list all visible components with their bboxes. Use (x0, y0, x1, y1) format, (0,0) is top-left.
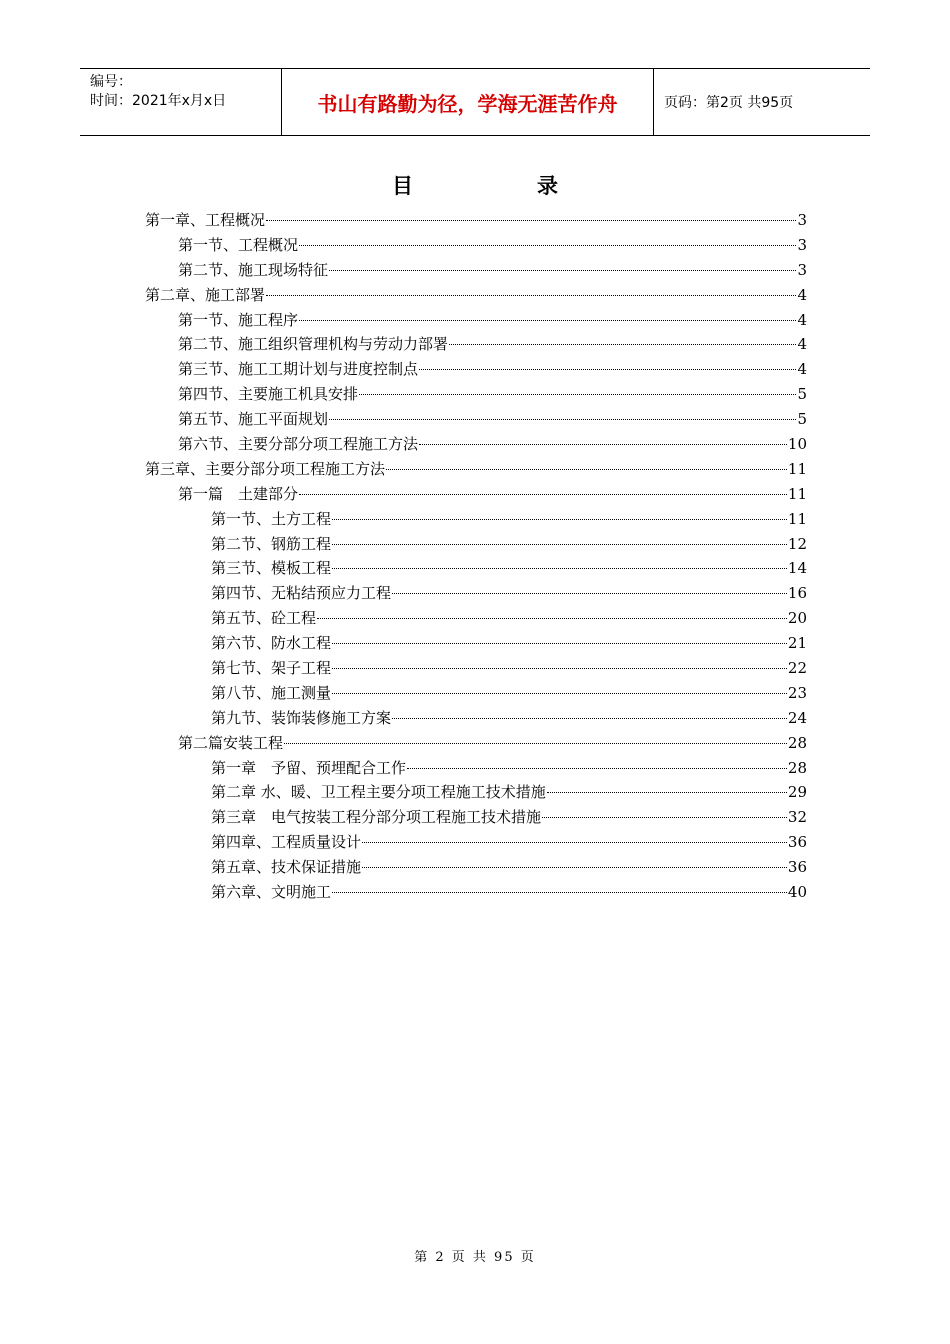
toc-entry-title: 第四章、工程质量设计 (211, 833, 362, 852)
toc-entry[interactable] (145, 706, 807, 731)
toc-leader-dots (329, 419, 796, 420)
toc-entry[interactable] (145, 308, 807, 333)
toc-leader-dots (419, 369, 796, 370)
toc-entry[interactable] (145, 880, 807, 905)
toc-leader-dots (547, 792, 787, 793)
toc-entry-page: 4 (797, 360, 807, 379)
page-header (80, 68, 870, 136)
toc-entry[interactable] (145, 258, 807, 283)
toc-leader-dots (299, 320, 796, 321)
toc-entry-title: 第二章、施工部署 (145, 285, 266, 304)
toc-entry-title: 第五章、技术保证措施 (211, 858, 362, 877)
toc-entry[interactable] (145, 631, 807, 656)
toc-leader-dots (284, 743, 787, 744)
toc-leader-dots (359, 394, 796, 395)
toc-entry-title: 第五节、砼工程 (211, 609, 317, 628)
toc-leader-dots (332, 668, 787, 669)
toc-entry-title: 第二节、钢筋工程 (211, 534, 332, 553)
toc-leader-dots (332, 544, 787, 545)
toc-entry-title: 第一篇 土建部分 (178, 484, 299, 503)
toc-entry-page: 32 (787, 808, 807, 827)
toc-entry-page: 16 (787, 584, 807, 603)
toc-entry[interactable] (145, 208, 807, 233)
document-date: 时间：2021年x月x日 (90, 93, 227, 109)
toc-entry-title: 第二篇安装工程 (178, 733, 284, 752)
toc-leader-dots (362, 867, 787, 868)
toc-entry-page: 4 (797, 310, 807, 329)
toc-entry[interactable] (145, 357, 807, 382)
toc-entry-page: 29 (787, 783, 807, 802)
toc-entry[interactable] (145, 507, 807, 532)
toc-entry[interactable] (145, 407, 807, 432)
toc-entry-page: 12 (787, 534, 807, 553)
toc-entry-page: 11 (787, 509, 807, 528)
toc-leader-dots (419, 444, 787, 445)
toc-entry[interactable] (145, 681, 807, 706)
toc-entry-title: 第九节、装饰装修施工方案 (211, 708, 392, 727)
toc-entry-page: 36 (787, 858, 807, 877)
toc-entry-title: 第一节、土方工程 (211, 509, 332, 528)
toc-entry[interactable] (145, 756, 807, 781)
toc-leader-dots (332, 643, 787, 644)
toc-entry-page: 4 (797, 285, 807, 304)
toc-entry-title: 第三节、模板工程 (211, 559, 332, 578)
toc-title: 目录 (392, 174, 682, 198)
toc-entry-page: 5 (797, 410, 807, 429)
toc-entry-title: 第一节、施工程序 (178, 310, 299, 329)
toc-leader-dots (266, 220, 796, 221)
toc-entry[interactable] (145, 382, 807, 407)
toc-entry-page: 3 (797, 260, 807, 279)
toc-entry[interactable] (145, 556, 807, 581)
toc-leader-dots (362, 842, 787, 843)
toc-leader-dots (299, 494, 787, 495)
document-number: 编号： (90, 74, 132, 90)
toc-entry-title: 第八节、施工测量 (211, 683, 332, 702)
toc-entry[interactable] (145, 532, 807, 557)
toc-entry-title: 第一章、工程概况 (145, 211, 266, 229)
toc-entry[interactable] (145, 855, 807, 880)
toc-leader-dots (299, 245, 796, 246)
toc-leader-dots (392, 593, 787, 594)
toc-leader-dots (332, 519, 787, 520)
toc-entry-page: 14 (787, 559, 807, 578)
toc-entry-page: 20 (787, 609, 807, 628)
toc-leader-dots (332, 892, 787, 893)
toc-entry-page: 11 (787, 459, 807, 478)
toc-entry-page: 5 (797, 385, 807, 404)
toc-entry-page: 28 (787, 758, 807, 777)
toc-entry-title: 第二节、施工组织管理机构与劳动力部署 (178, 335, 449, 354)
toc-entry-page: 23 (787, 683, 807, 702)
toc-entry-title: 第四节、无粘结预应力工程 (211, 584, 392, 603)
toc-entry[interactable] (145, 606, 807, 631)
toc-leader-dots (317, 618, 787, 619)
toc-entry-page: 40 (787, 883, 807, 902)
toc-entry-title: 第六节、主要分部分项工程施工方法 (178, 435, 419, 454)
toc-entry[interactable] (145, 581, 807, 606)
toc-entry-page: 10 (787, 435, 807, 454)
toc-entry[interactable] (145, 432, 807, 457)
toc-entry-title: 第一节、工程概况 (178, 235, 299, 254)
toc-entry[interactable] (145, 731, 807, 756)
toc-entry-page: 4 (797, 335, 807, 354)
toc-entry-title: 第六章、文明施工 (211, 883, 332, 902)
toc-entry[interactable] (145, 780, 807, 805)
toc-leader-dots (407, 768, 787, 769)
table-of-contents (145, 208, 807, 905)
toc-entry-page: 3 (797, 235, 807, 254)
toc-entry-title: 第三章 电气按装工程分部分项工程施工技术措施 (211, 808, 542, 827)
toc-leader-dots (332, 568, 787, 569)
toc-entry-page: 36 (787, 833, 807, 852)
toc-entry-title: 第四节、主要施工机具安排 (178, 385, 359, 404)
toc-entry[interactable] (145, 332, 807, 357)
header-page-info: 页码：第2页 共95页 (664, 95, 794, 111)
toc-leader-dots (329, 270, 796, 271)
toc-entry[interactable] (145, 805, 807, 830)
toc-entry-title: 第六节、防水工程 (211, 634, 332, 653)
toc-leader-dots (449, 344, 796, 345)
header-meta (80, 69, 282, 135)
toc-entry-page: 11 (787, 484, 807, 503)
toc-leader-dots (542, 817, 787, 818)
toc-entry-title: 第二节、施工现场特征 (178, 260, 329, 279)
toc-entry-page: 24 (787, 708, 807, 727)
page-footer: 第 2 页 共 95 页 (414, 1250, 536, 1265)
toc-leader-dots (392, 718, 787, 719)
header-motto: 书山有路勤为径，学海无涯苦作舟 (282, 69, 654, 135)
toc-entry-page: 3 (797, 211, 807, 229)
toc-entry[interactable] (145, 482, 807, 507)
toc-entry-title: 第五节、施工平面规划 (178, 410, 329, 429)
toc-entry-title: 第一章 予留、预埋配合工作 (211, 758, 407, 777)
toc-entry[interactable] (145, 233, 807, 258)
toc-entry[interactable] (145, 656, 807, 681)
toc-entry[interactable] (145, 283, 807, 308)
toc-leader-dots (266, 295, 796, 296)
toc-leader-dots (386, 469, 787, 470)
toc-entry-page: 28 (787, 733, 807, 752)
toc-entry[interactable] (145, 457, 807, 482)
toc-entry-page: 21 (787, 634, 807, 653)
toc-entry-title: 第三节、施工工期计划与进度控制点 (178, 360, 419, 379)
toc-entry-title: 第七节、架子工程 (211, 659, 332, 678)
toc-entry-title: 第三章、主要分部分项工程施工方法 (145, 459, 386, 478)
toc-entry-title: 第二章 水、暖、卫工程主要分项工程施工技术措施 (211, 783, 546, 802)
toc-entry[interactable] (145, 830, 807, 855)
toc-leader-dots (332, 693, 787, 694)
toc-entry-page: 22 (787, 659, 807, 678)
